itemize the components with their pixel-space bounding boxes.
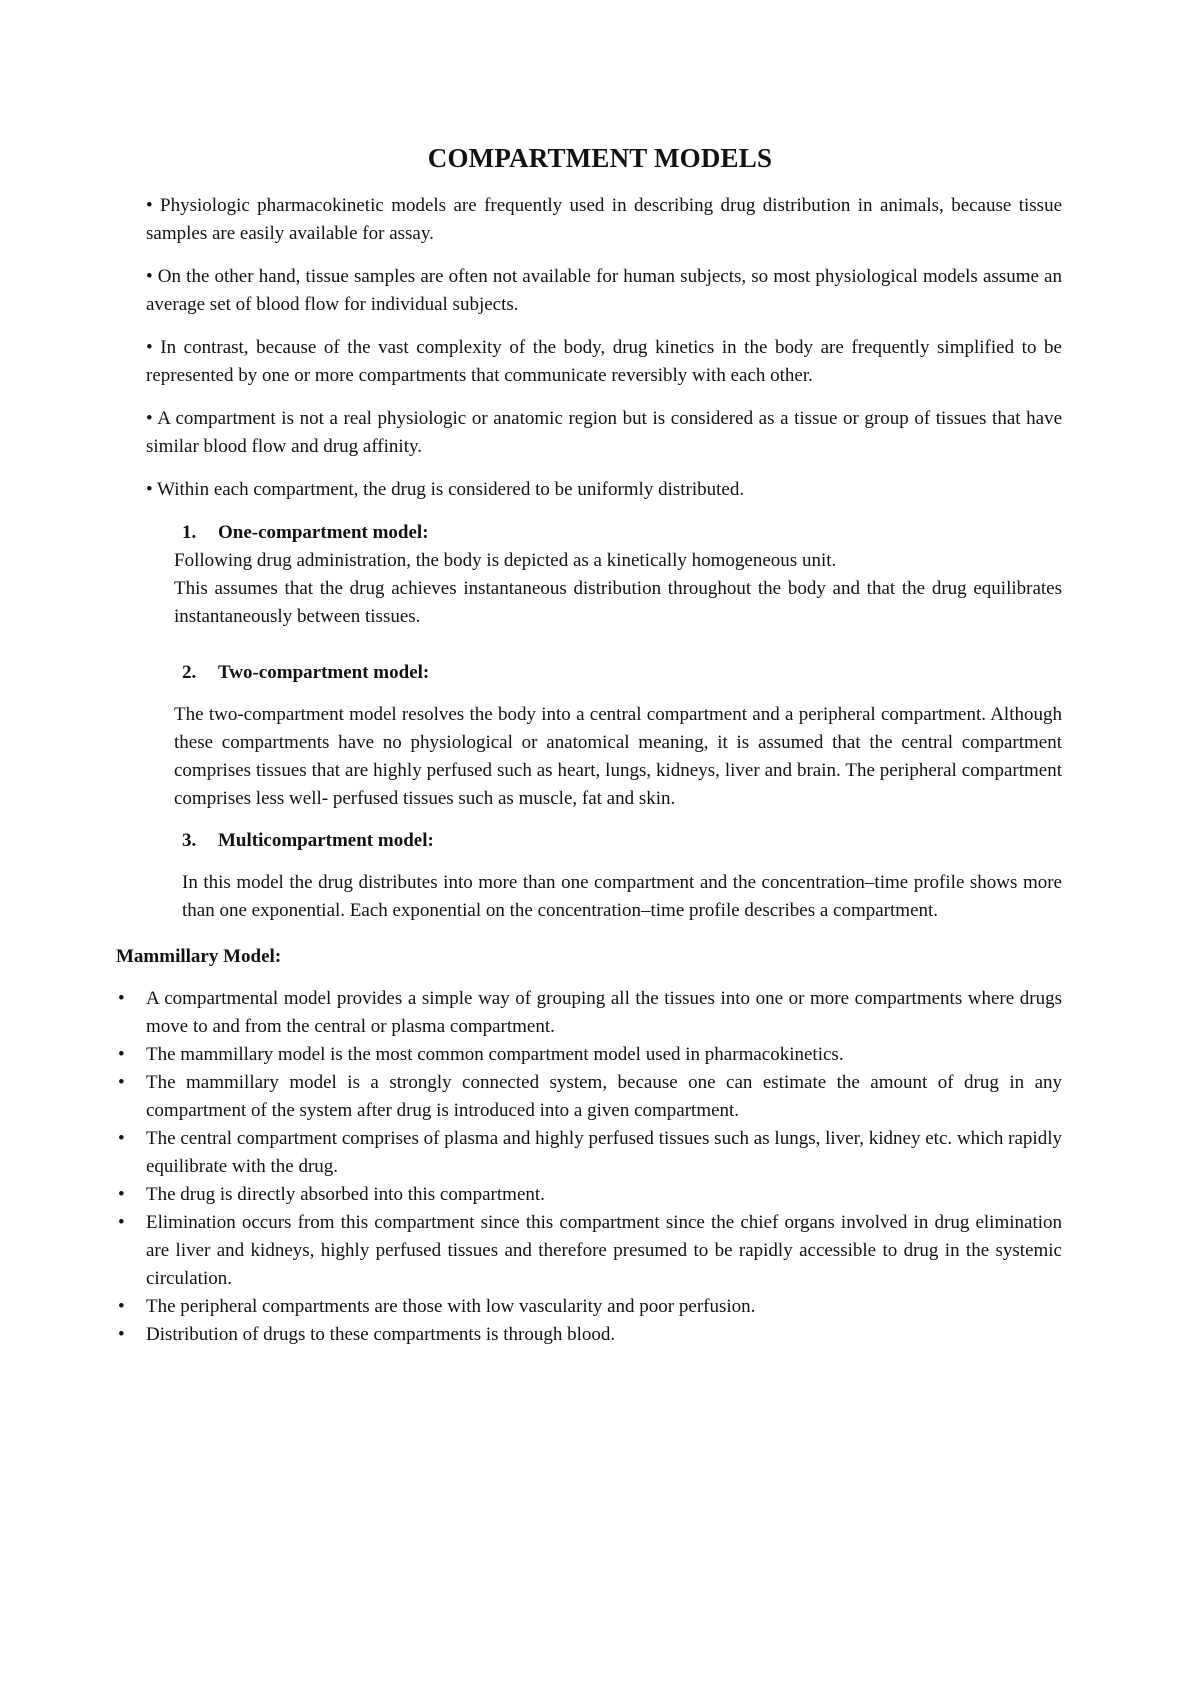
- list-item-text: The peripheral compartments are those with low vascularity and poor perfusion.: [146, 1296, 756, 1318]
- list-item-text: The mammillary model is a strongly connected system, because one can estimate the amount of drug in any compartment of the system after drug is introduced into a given compartment.: [146, 1072, 1062, 1122]
- mammillary-list: [116, 985, 1062, 1349]
- list-item-text: The central compartment comprises of plasma and highly perfused tissues such as lungs, liver, kidney etc. which rapidly equilibrate with the drug.: [146, 1128, 1062, 1178]
- list-item-text: The mammillary model is the most common compartment model used in pharmacokinetics.: [146, 1044, 844, 1066]
- bullet-icon: •: [118, 1072, 125, 1094]
- list-item-text: The drug is directly absorbed into this compartment.: [146, 1184, 545, 1206]
- bullet-icon: •: [118, 1324, 125, 1346]
- list-item: [116, 985, 1062, 1041]
- list-item: [116, 1125, 1062, 1181]
- list-item-text: Distribution of drugs to these compartments is through blood.: [146, 1324, 616, 1346]
- intro-paragraph: • Within each compartment, the drug is considered to be uniformly distributed.: [146, 479, 745, 501]
- bullet-icon: •: [118, 1044, 125, 1066]
- page-title: COMPARTMENT MODELS: [427, 143, 773, 173]
- list-item: [116, 1041, 1062, 1069]
- mammillary-heading: Mammillary Model:: [116, 946, 282, 968]
- section-text: In this model the drug distributes into more than one compartment and the concentration–time profile shows more than one exponential. Each exponential on the concentration–time profile describes a compartment.: [182, 872, 1062, 922]
- section-title: Two-compartment model:: [218, 662, 430, 684]
- bullet-icon: •: [118, 1184, 125, 1206]
- list-item-text: Elimination occurs from this compartment since this compartment since the chief organs involved in drug elimination are liver and kidneys, highly perfused tissues and therefore presumed to be rapidly accessible to drug in the systemic circulation.: [146, 1212, 1062, 1290]
- intro-paragraph: • A compartment is not a real physiologic or anatomic region but is considered as a tissue or group of tissues that have similar blood flow and drug affinity.: [146, 408, 1062, 458]
- section-number: 2.: [182, 662, 197, 684]
- intro-section: [146, 192, 1062, 504]
- section-multicompartment: [174, 827, 1062, 925]
- section-line: Following drug administration, the body is depicted as a kinetically homogeneous unit.: [174, 550, 837, 572]
- list-item: [116, 1321, 1062, 1349]
- list-item: [116, 1181, 1062, 1209]
- section-number: 1.: [182, 522, 197, 544]
- list-item: [116, 1209, 1062, 1293]
- section-heading: [174, 659, 1062, 687]
- bullet-icon: •: [118, 988, 125, 1010]
- bullet-icon: •: [118, 1212, 125, 1234]
- section-title: One-compartment model:: [218, 522, 429, 544]
- bullet-icon: •: [118, 1128, 125, 1150]
- section-title: Multicompartment model:: [218, 830, 434, 852]
- section-text: The two-compartment model resolves the body into a central compartment and a peripheral compartment. Although these compartments have no physiological or anatomical meaning, it is assumed that the central compartment comprises tissues that are highly perfused such as heart, lungs, kidneys, liver and brain. The peripheral compartment comprises less well- perfused tissues such as muscle, fat and skin.: [174, 704, 1062, 810]
- intro-paragraph: • In contrast, because of the vast complexity of the body, drug kinetics in the body are frequently simplified to be represented by one or more compartments that communicate reversibly with each other.: [146, 337, 1062, 387]
- intro-paragraph: • On the other hand, tissue samples are often not available for human subjects, so most physiological models assume an average set of blood flow for individual subjects.: [146, 266, 1062, 316]
- section-heading: [174, 519, 1062, 547]
- bullet-icon: •: [118, 1296, 125, 1318]
- section-number: 3.: [182, 830, 197, 852]
- mammillary-section: [116, 943, 1062, 1349]
- list-item: [116, 1293, 1062, 1321]
- section-line: This assumes that the drug achieves instantaneous distribution throughout the body and that the drug equilibrates instantaneously between tissues.: [174, 578, 1062, 628]
- intro-paragraph: • Physiologic pharmacokinetic models are frequently used in describing drug distribution in animals, because tissue samples are easily available for assay.: [146, 195, 1062, 245]
- section-heading: [174, 827, 1062, 855]
- section-one-compartment: [174, 519, 1062, 631]
- list-item: [116, 1069, 1062, 1125]
- list-item-text: A compartmental model provides a simple way of grouping all the tissues into one or more compartments where drugs move to and from the central or plasma compartment.: [146, 988, 1062, 1038]
- section-two-compartment: [174, 659, 1062, 813]
